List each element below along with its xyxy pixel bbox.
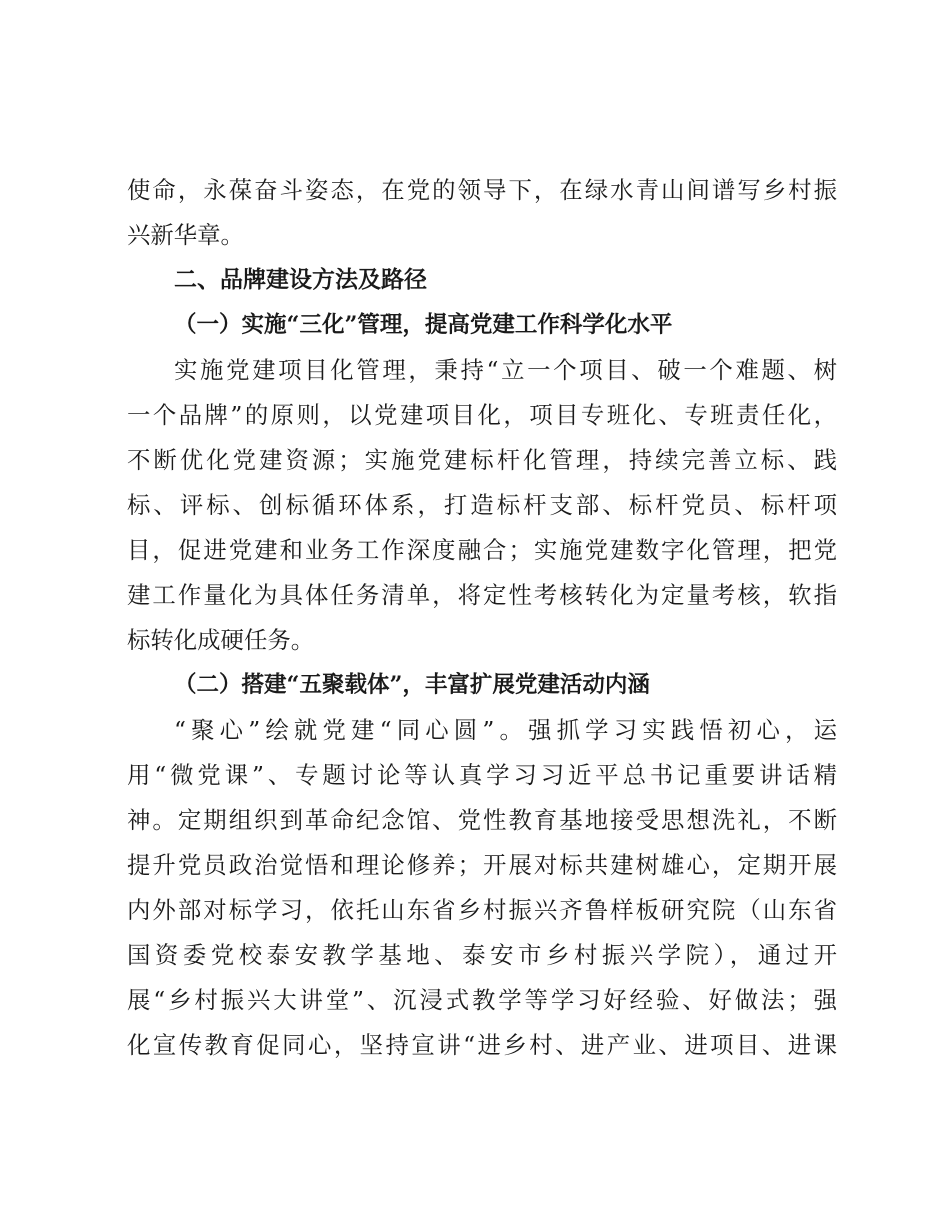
subsection-heading: （二）搭建“五聚载体”，丰富扩展党建活动内涵 — [174, 672, 650, 698]
paragraph-line: 展“乡村振兴大讲堂”、沉浸式教学等学习好经验、好做法；强 — [127, 986, 837, 1014]
subsection-heading: （一）实施“三化”管理，提高党建工作科学化水平 — [174, 312, 673, 338]
paragraph-line: 实施党建项目化管理，秉持“立一个项目、破一个难题、树 — [174, 356, 837, 384]
section-heading: 二、品牌建设方法及路径 — [174, 267, 427, 293]
paragraph-line: 提升党员政治觉悟和理论修养；开展对标共建树雄心，定期开展 — [127, 851, 837, 879]
paragraph-line: 一个品牌”的原则，以党建项目化，项目专班化、专班责任化， — [127, 401, 837, 429]
paragraph-line: 使命，永葆奋斗姿态，在党的领导下，在绿水青山间谱写乡村振 — [127, 176, 837, 204]
paragraph-line: 建工作量化为具体任务清单，将定性考核转化为定量考核，软指 — [127, 581, 837, 609]
paragraph-line: 兴新华章。 — [127, 221, 244, 249]
paragraph-line: 用“微党课”、专题讨论等认真学习习近平总书记重要讲话精 — [127, 761, 837, 789]
paragraph-line: “聚心”绘就党建“同心圆”。强抓学习实践悟初心，运 — [174, 716, 837, 744]
paragraph-line: 标转化成硬任务。 — [127, 626, 315, 654]
paragraph-line: 国资委党校泰安教学基地、泰安市乡村振兴学院），通过开 — [127, 941, 837, 969]
paragraph-line: 神。定期组织到革命纪念馆、党性教育基地接受思想洗礼，不断 — [127, 806, 837, 834]
paragraph-line: 内外部对标学习，依托山东省乡村振兴齐鲁样板研究院（山东省 — [127, 896, 837, 924]
paragraph-line: 不断优化党建资源；实施党建标杆化管理，持续完善立标、践 — [127, 446, 837, 474]
paragraph-line: 目，促进党建和业务工作深度融合；实施党建数字化管理，把党 — [127, 536, 837, 564]
paragraph-line: 化宣传教育促同心，坚持宣讲“进乡村、进产业、进项目、进课 — [127, 1031, 837, 1059]
paragraph-line: 标、评标、创标循环体系，打造标杆支部、标杆党员、标杆项 — [127, 491, 837, 519]
